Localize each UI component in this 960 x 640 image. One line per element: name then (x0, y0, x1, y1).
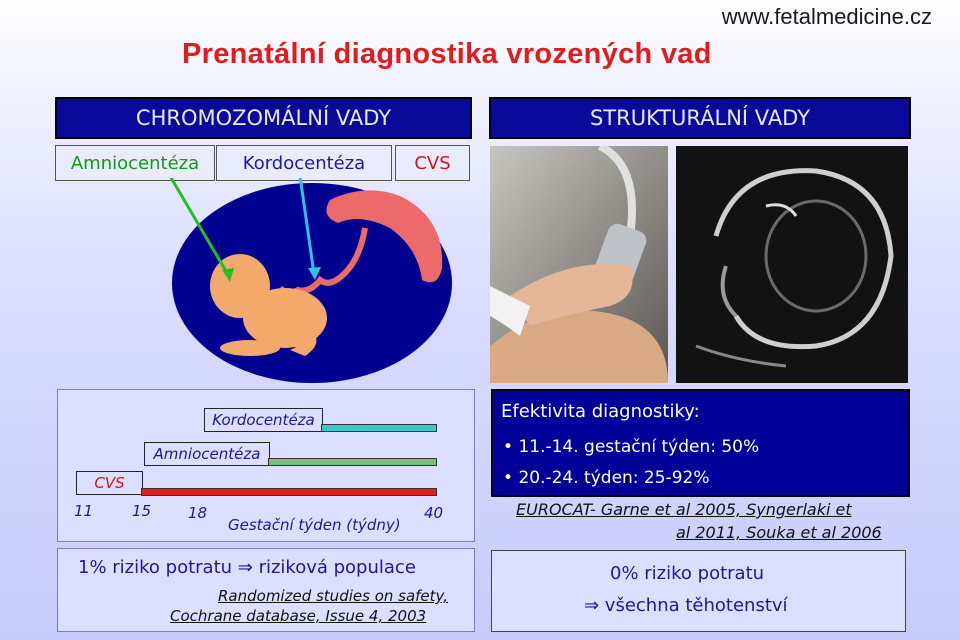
cordocentesis-label: Kordocentéza (216, 145, 392, 181)
website-url: www.fetalmedicine.cz (721, 4, 932, 29)
kordo-window-bar (321, 424, 437, 432)
chromosomal-defects-header: CHROMOZOMÁLNÍ VADY (55, 97, 472, 139)
amniocentesis-label: Amniocentéza (55, 145, 215, 181)
timeline-kordo-label: Kordocentéza (204, 408, 323, 432)
cvs-window-bar (141, 488, 437, 496)
diagnostic-efficiency-panel (491, 389, 910, 497)
timeline-cvs-label: CVS (76, 471, 143, 495)
efficiency-item-2-text: 20.-24. týden: 25-92% (518, 468, 710, 488)
gestation-timeline-panel (57, 389, 475, 542)
efficiency-item-1-text: 11.-14. gestační týden: 50% (518, 437, 760, 457)
efficiency-item-2: • 20.-24. týden: 25-92% (503, 468, 710, 488)
miscarriage-risk-panel (57, 548, 475, 632)
efficiency-item-1: • 11.-14. gestační týden: 50% (503, 437, 760, 457)
tick-40: 40 (424, 504, 444, 522)
zero-risk-line-1: 0% riziko potratu (610, 563, 765, 584)
tick-15: 15 (132, 502, 152, 520)
page-title: Prenatální diagnostika vrozených vad (182, 38, 712, 70)
ultrasound-scan-image (676, 146, 908, 383)
zero-risk-panel (491, 550, 906, 632)
tick-11: 11 (74, 502, 94, 520)
axis-label: Gestační týden (týdny) (228, 516, 401, 534)
zero-risk-line-2: ⇒ všechna těhotenství (584, 595, 788, 616)
cvs-label: CVS (395, 145, 470, 181)
structural-defects-header: STRUKTURÁLNÍ VADY (489, 97, 911, 139)
ultrasound-probe-photo (490, 146, 668, 383)
reference-line-2: Cochrane database, Issue 4, 2003 (170, 607, 427, 625)
tick-18: 18 (188, 504, 208, 522)
eurocat-reference-2: al 2011, Souka et al 2006 (676, 523, 882, 542)
reference-line-1: Randomized studies on safety, (218, 587, 449, 605)
uterus-fetus-illustration (160, 178, 460, 388)
efficiency-title: Efektivita diagnostiky: (501, 401, 700, 422)
risk-statement: 1% riziko potratu ⇒ riziková populace (78, 557, 416, 578)
timeline-amnio-label: Amniocentéza (144, 442, 270, 466)
eurocat-reference-1: EUROCAT- Garne et al 2005, Syngerlaki et (516, 500, 852, 519)
amnio-window-bar (268, 458, 437, 466)
